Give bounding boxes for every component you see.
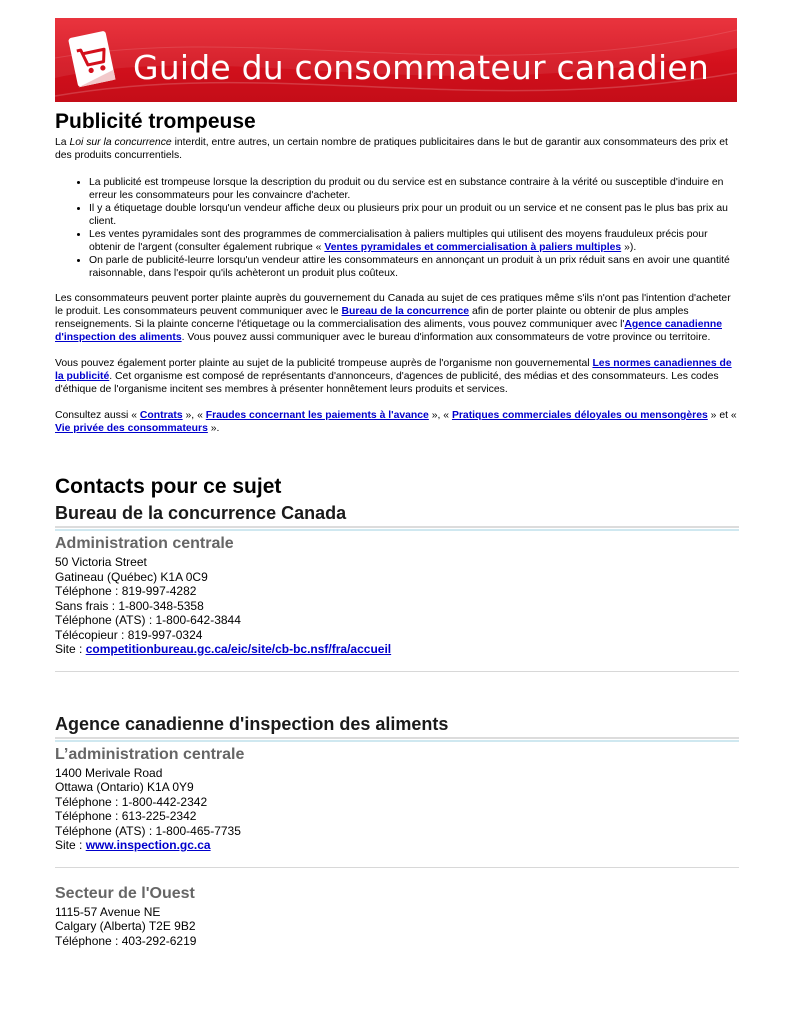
practices-list: [55, 176, 739, 280]
cfia-link[interactable]: Agence canadienne d'inspection des aliments: [55, 319, 722, 343]
competition-bureau-site-link[interactable]: competitionbureau.gc.ca/eic/site/cb-bc.nsf/fra/accueil: [85, 642, 392, 656]
unfair-practices-link[interactable]: Pratiques commerciales déloyales ou mensongères: [451, 410, 708, 421]
list-item: • On parle de publicité-leurre lorsqu'un vendeur attire les consommateurs en annonçant un produit à un prix réduit sans en avoir une quantité raisonnable, dans l'espoir qu'ils achèteront un produit plus coûteux.: [89, 254, 739, 280]
page-title: Publicité trompeuse: [55, 110, 256, 133]
cfia-site-link[interactable]: www.inspection.gc.ca: [85, 838, 211, 852]
complaint-paragraph: Les consommateurs peuvent porter plainte auprès du gouvernement du Canada au sujet de ces pratiques même s'ils n'ont pas l'intention d'acheter le produit. Les consommateurs peuvent communiquer avec le Bureau de la concurrence afin de porter plainte ou obtenir de plus amples renseignements. Si la plainte concerne l'étiquetage ou la commercialisation des aliments, vous pouvez communiquer avec l'Agence canadienne d'inspection des aliments. Vous pouvez aussi communiquer avec le bureau d'information aux consommateurs de votre province ou territoire.: [55, 293, 731, 343]
header-banner: [55, 18, 737, 102]
privacy-link[interactable]: Vie privée des consommateurs: [55, 423, 208, 434]
main-content: [55, 108, 739, 948]
list-item: • La publicité est trompeuse lorsque la description du produit ou du service est en substance contraire à la vérité ou susceptible d'induire en erreur les consommateurs pour les convaincre d'acheter.: [89, 176, 739, 202]
contacts-heading: Contacts pour ce sujet: [55, 475, 282, 498]
office-heading: Administration centrale: [55, 529, 739, 555]
contracts-link[interactable]: Contrats: [139, 410, 183, 421]
law-name: Loi sur la concurrence: [69, 137, 172, 148]
competition-bureau-link[interactable]: Bureau de la concurrence: [341, 306, 470, 317]
address-block: 1400 Merivale Road Ottawa (Ontario) K1A 0Y9 Téléphone : 1-800-442-2342 Téléphone : 613-225-2342 Téléphone (ATS) : 1-800-465-7735 Site : www.inspection.gc.ca: [55, 766, 739, 853]
see-also-paragraph: Consultez aussi « Contrats », « Fraudes concernant les paiements à l'avance », « Pratiques commerciales déloyales ou mensongères » et « Vie privée des consommateurs ».: [55, 410, 737, 434]
divider: [55, 671, 739, 672]
intro-paragraph: La Loi sur la concurrence interdit, entre autres, un certain nombre de pratiques publicitaires dans le but de garantir aux consommateurs des prix et des produits concurrentiels.: [55, 137, 728, 161]
org-heading-competition-bureau: Bureau de la concurrence Canada: [55, 501, 739, 528]
address-block: 50 Victoria Street Gatineau (Québec) K1A 0C9 Téléphone : 819-997-4282 Sans frais : 1-800-348-5358 Téléphone (ATS) : 1-800-642-3844 Télécopieur : 819-997-0324 Site : competitionbureau.gc.ca/eic/site/cb-bc.nsf/fra/accueil: [55, 555, 739, 657]
org-heading-cfia: Agence canadienne d'inspection des aliments: [55, 712, 739, 739]
office-heading: L’administration centrale: [55, 740, 739, 766]
office-heading: Secteur de l'Ouest: [55, 884, 195, 902]
address-block: 1115-57 Avenue NE Calgary (Alberta) T2E 9B2 Téléphone : 403-292-6219: [55, 904, 197, 948]
ad-standards-paragraph: Vous pouvez également porter plainte au sujet de la publicité trompeuse auprès de l'organisme non gouvernemental Les normes canadiennes de la publicité. Cet organisme est composé de représentants d'annonceurs, d'agences de publicité, des médias et des consommateurs. Les codes d'éthique de l'organisme incitent ses membres à présenter honnêtement leurs produits et services.: [55, 358, 732, 395]
ad-standards-link[interactable]: Les normes canadiennes de la publicité: [55, 358, 732, 382]
list-item: • Les ventes pyramidales sont des programmes de commercialisation à paliers multiples qui utilisent des moyens frauduleux précis pour obtenir de l'argent (consulter également rubrique « Ventes pyramidales et commercialisation à paliers multiples »).: [89, 228, 739, 254]
site-line: Site : www.inspection.gc.ca: [55, 838, 211, 852]
shopping-cart-icon: [67, 30, 117, 90]
site-line: Site : competitionbureau.gc.ca/eic/site/cb-bc.nsf/fra/accueil: [55, 642, 392, 656]
advance-fee-fraud-link[interactable]: Fraudes concernant les paiements à l'avance: [205, 410, 429, 421]
pyramid-schemes-link[interactable]: Ventes pyramidales et commercialisation à paliers multiples: [324, 242, 622, 253]
list-item: • Il y a étiquetage double lorsqu'un vendeur affiche deux ou plusieurs prix pour un produit ou un service et ne consent pas le plus bas prix au client.: [89, 202, 739, 228]
banner-title: Guide du consommateur canadien: [133, 48, 709, 87]
divider: [55, 867, 739, 868]
